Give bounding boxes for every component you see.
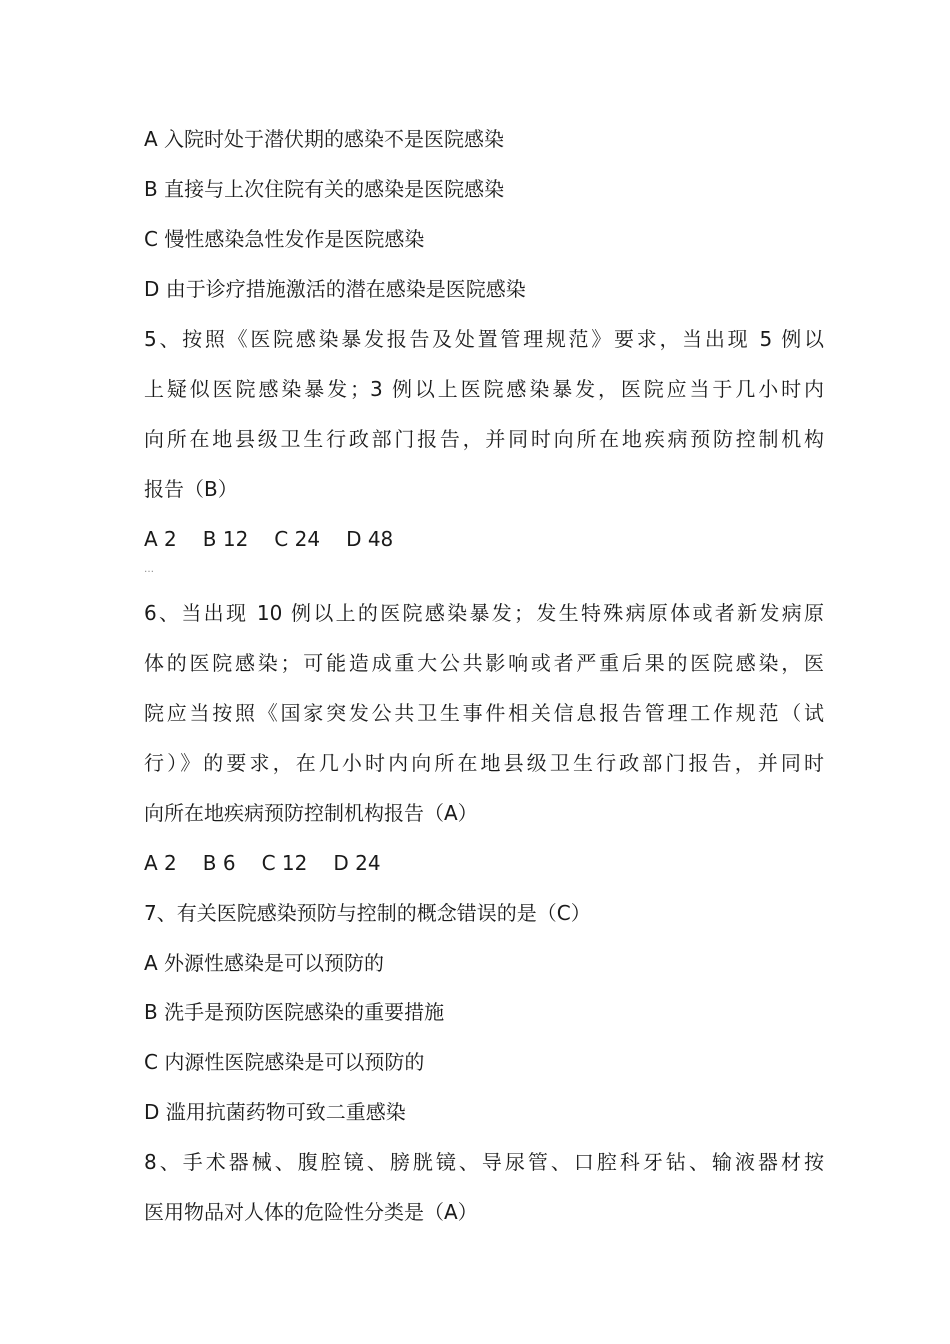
- q7-option-b: B 洗手是预防医院感染的重要措施: [144, 1000, 445, 1024]
- ellipsis-mark: …: [144, 564, 154, 575]
- q7-option-d: D 滥用抗菌药物可致二重感染: [144, 1100, 406, 1124]
- q5-option: B 12: [202, 527, 249, 551]
- q6-option: B 6: [202, 851, 236, 875]
- q7-option-c: C 内源性医院感染是可以预防的: [144, 1050, 425, 1074]
- q8-stem-line: 医用物品对人体的危险性分类是（A）: [144, 1200, 478, 1224]
- q6-stem-line: 院应当按照《国家突发公共卫生事件相关信息报告管理工作规范（试: [144, 701, 824, 725]
- q5-stem-line: 上疑似医院感染暴发；3 例以上医院感染暴发，医院应当于几小时内: [144, 377, 824, 401]
- q4-option-d: D 由于诊疗措施激活的潜在感染是医院感染: [144, 277, 526, 301]
- q4-option-b: B 直接与上次住院有关的感染是医院感染: [144, 177, 505, 201]
- q6-stem-line: 向所在地疾病预防控制机构报告（A）: [144, 801, 478, 825]
- q6-options-row: [144, 849, 824, 877]
- q5-stem-line: 向所在地县级卫生行政部门报告，并同时向所在地疾病预防控制机构: [144, 427, 824, 451]
- q5-stem-line: 5、按照《医院感染暴发报告及处置管理规范》要求，当出现 5 例以: [144, 327, 824, 351]
- q5-stem-line: 报告（B）: [144, 477, 238, 501]
- q6-option: D 24: [333, 851, 381, 875]
- q7-stem: 7、有关医院感染预防与控制的概念错误的是（C）: [144, 901, 591, 925]
- q6-option: A 2: [144, 851, 177, 875]
- q5-option: A 2: [144, 527, 177, 551]
- q6-stem-line: 行）》的要求，在几小时内向所在地县级卫生行政部门报告，并同时: [144, 751, 824, 775]
- q7-option-a: A 外源性感染是可以预防的: [144, 951, 385, 975]
- q4-option-c: C 慢性感染急性发作是医院感染: [144, 227, 425, 251]
- q6-stem-line: 体的医院感染；可能造成重大公共影响或者严重后果的医院感染，医: [144, 651, 824, 675]
- q5-option: D 48: [346, 527, 394, 551]
- q5-option: C 24: [274, 527, 321, 551]
- q8-stem-line: 8、手术器械、腹腔镜、膀胱镜、导尿管、口腔科牙钻、输液器材按: [144, 1150, 824, 1174]
- q6-stem-line: 6、当出现 10 例以上的医院感染暴发；发生特殊病原体或者新发病原: [144, 601, 824, 625]
- q4-option-a: A 入院时处于潜伏期的感染不是医院感染: [144, 127, 505, 151]
- q5-options-row: [144, 525, 824, 553]
- q6-option: C 12: [261, 851, 308, 875]
